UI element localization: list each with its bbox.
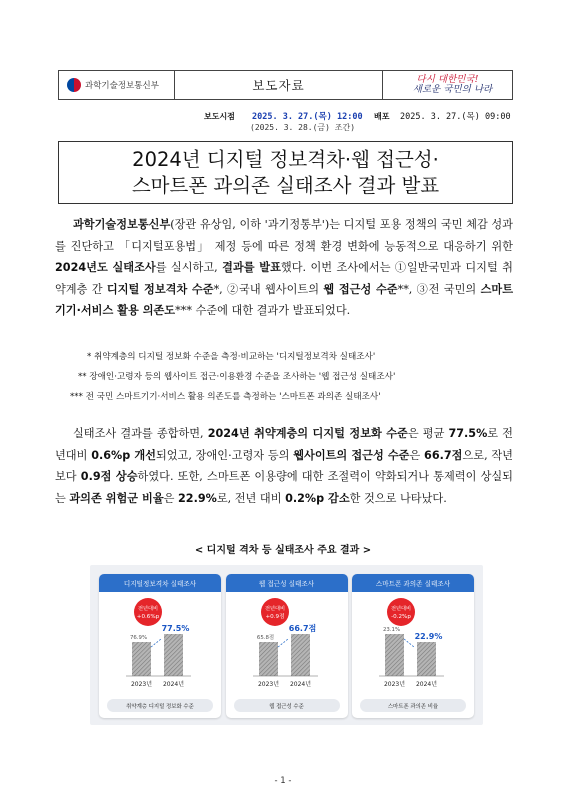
emphasis-text-10: 스마트 기기·서비스 활용 의존도 [55, 282, 513, 318]
page-number: - 1 - [274, 776, 292, 786]
bar-value-label: 22.9% [414, 632, 443, 641]
result-panel-1 [99, 574, 221, 718]
release-value: 2025. 3. 27.(목) 09:00 [400, 112, 511, 122]
body-text-1: (장관 유상임, 이하 '과기정통부')는 디지털 포용 정책의 국민 체감 성과를 진단하고 「디지털포용법」 제정 등에 따른 정책 환경 변화에 능동적으로 대응하기 위한 [55, 218, 513, 253]
badge-value: -0.2%p [391, 614, 411, 620]
bar-value-label: 76.9% [129, 635, 148, 641]
emphasis-text-2: 2024년도 실태조사 [55, 261, 156, 275]
body-text-0: 실태조사 결과를 종합하면, [73, 427, 208, 440]
ministry-name: 과학기술정보통신부 [85, 81, 159, 91]
panel-footer: 웹 접근성 수준 [234, 699, 340, 712]
body-text-14: 은 [163, 491, 178, 505]
emphasis-text-4: 결과를 발표 [222, 261, 281, 275]
emphasis-text-7: 웹사이트의 접근성 수준 [293, 448, 410, 462]
emphasis-text-1: 2024년 취약계층의 디지털 정보화 수준 [207, 427, 408, 440]
emphasis-text-0: 과학기술정보통신부 [73, 218, 171, 231]
year-tick-label: 2023년 [383, 681, 406, 688]
body-paragraph-2 [55, 423, 513, 509]
panel-chart [352, 592, 474, 697]
footnote-1: * 취약계층의 디지털 정보화 수준을 측정·비교하는 '디지털정보격차 실태조사' [87, 352, 376, 362]
ministry-logo [59, 71, 175, 99]
result-panel-3 [352, 574, 474, 718]
embargo-label: 보도시점 [204, 112, 235, 121]
footnote-2: ** 장애인·고령자 등의 웹사이트 접근·이용환경 수준을 조사하는 '웹 접근성 실태조사' [78, 372, 396, 382]
change-badge [261, 598, 289, 626]
bar-2024년 [417, 642, 436, 676]
press-header [58, 70, 513, 100]
year-tick-label: 2024년 [415, 681, 438, 688]
embargo-sub: (2025. 3. 28.(금) 조간) [250, 123, 356, 132]
slogan-logo [382, 71, 512, 99]
slogan-line1: 다시 대한민국! [416, 74, 479, 86]
year-tick-label: 2023년 [257, 681, 279, 688]
headline-line2: 스마트폰 과의존 실태조사 결과 발표 [131, 173, 440, 197]
body-text-11: *** 수준에 대한 결과가 발표되었다. [175, 304, 351, 318]
body-text-6: 되었고, 장애인·고령자 등의 [155, 448, 294, 462]
body-text-3: 를 실시하고, [155, 261, 223, 275]
panel-title: 스마트폰 과의존 실태조사 [352, 574, 474, 592]
change-badge [134, 598, 162, 626]
badge-value: +0.6%p [136, 614, 160, 620]
body-paragraph-1 [55, 214, 513, 322]
badge-label: 전년대비 [264, 606, 285, 612]
body-text-2: 은 평균 [407, 427, 449, 440]
taegeuk-emblem-icon [67, 78, 81, 92]
emphasis-text-13: 과의존 위험군 비율 [69, 491, 164, 505]
trend-line [278, 639, 288, 647]
headline-line1: 2024년 디지털 정보격차·웹 접근성· [132, 147, 439, 171]
panel-footer: 스마트폰 과의존 비율 [360, 699, 466, 712]
result-panel-2 [226, 574, 348, 718]
emphasis-text-9: 66.7점 [424, 448, 463, 462]
panel-chart [226, 592, 348, 697]
emphasis-text-5: 0.6%p 개선 [91, 448, 156, 462]
emphasis-text-8: 웹 접근성 수준 [323, 282, 398, 296]
bar-value-label: 65.8점 [256, 635, 274, 641]
emphasis-text-15: 22.9% [178, 491, 217, 505]
badge-label: 전년대비 [137, 606, 159, 612]
bar-2024년 [291, 634, 310, 676]
panel-chart [99, 592, 221, 697]
body-text-16: 로, 전년 대비 [216, 491, 286, 505]
slogan-line2: 새로운 국민의 나라 [412, 84, 493, 95]
year-tick-label: 2023년 [130, 681, 153, 688]
panel-title: 웹 접근성 실태조사 [226, 574, 348, 592]
panel-footer: 취약계층 디지털 정보화 수준 [107, 699, 213, 712]
bar-2023년 [132, 642, 151, 676]
emphasis-text-11: 0.9점 상승 [80, 470, 138, 484]
bar-value-label: 66.7점 [288, 624, 316, 633]
doc-type-label: 보도자료 [252, 78, 305, 93]
emphasis-text-17: 0.2%p 감소 [285, 491, 350, 505]
body-text-5: 했다. 이번 조사에서는 ①일반국민과 디지털 취약계층 간 [55, 261, 513, 296]
release-dates [0, 108, 566, 138]
figure-caption: < 디지털 격차 등 실태조사 주요 결과 > [194, 545, 372, 556]
body-text-8: 은 [409, 448, 425, 462]
emphasis-text-6: 디지털 정보격차 수준 [106, 282, 214, 296]
emphasis-text-3: 77.5% [448, 427, 488, 440]
change-badge [387, 598, 415, 626]
bar-2023년 [385, 634, 404, 676]
bar-value-label: 77.5% [161, 624, 190, 633]
bar-2024년 [164, 634, 183, 676]
body-text-12: 하였다. 또한, 스마트폰 이용량에 대한 조절력이 약화되거나 통제력이 상실되는 [55, 470, 513, 505]
release-label: 배포 [374, 112, 390, 121]
results-figure [90, 565, 483, 725]
bar-2023년 [259, 642, 278, 676]
panel-title: 디지털정보격차 실태조사 [99, 574, 221, 592]
body-text-9: **, ③전 국민의 [397, 282, 481, 296]
year-tick-label: 2024년 [289, 681, 311, 688]
footnotes [64, 347, 514, 407]
badge-value: +0.9점 [265, 614, 284, 620]
embargo-value: 2025. 3. 27.(목) 12:00 [252, 112, 363, 122]
body-text-10: 으로, 작년보다 [55, 448, 513, 484]
badge-label: 전년대비 [390, 606, 412, 612]
year-tick-label: 2024년 [162, 681, 185, 688]
trend-line [404, 639, 414, 647]
trend-line [151, 639, 161, 647]
bar-value-label: 23.1% [382, 627, 401, 633]
footnote-3: *** 전 국민 스마트기기·서비스 활용 의존도를 측정하는 '스마트폰 과의존 실태조사' [70, 392, 381, 402]
body-text-4: 로 전년대비 [55, 427, 513, 462]
body-text-18: 한 것으로 나타났다. [349, 491, 447, 505]
headline-box [58, 141, 513, 204]
body-text-7: *, ②국내 웹사이트의 [213, 282, 324, 296]
